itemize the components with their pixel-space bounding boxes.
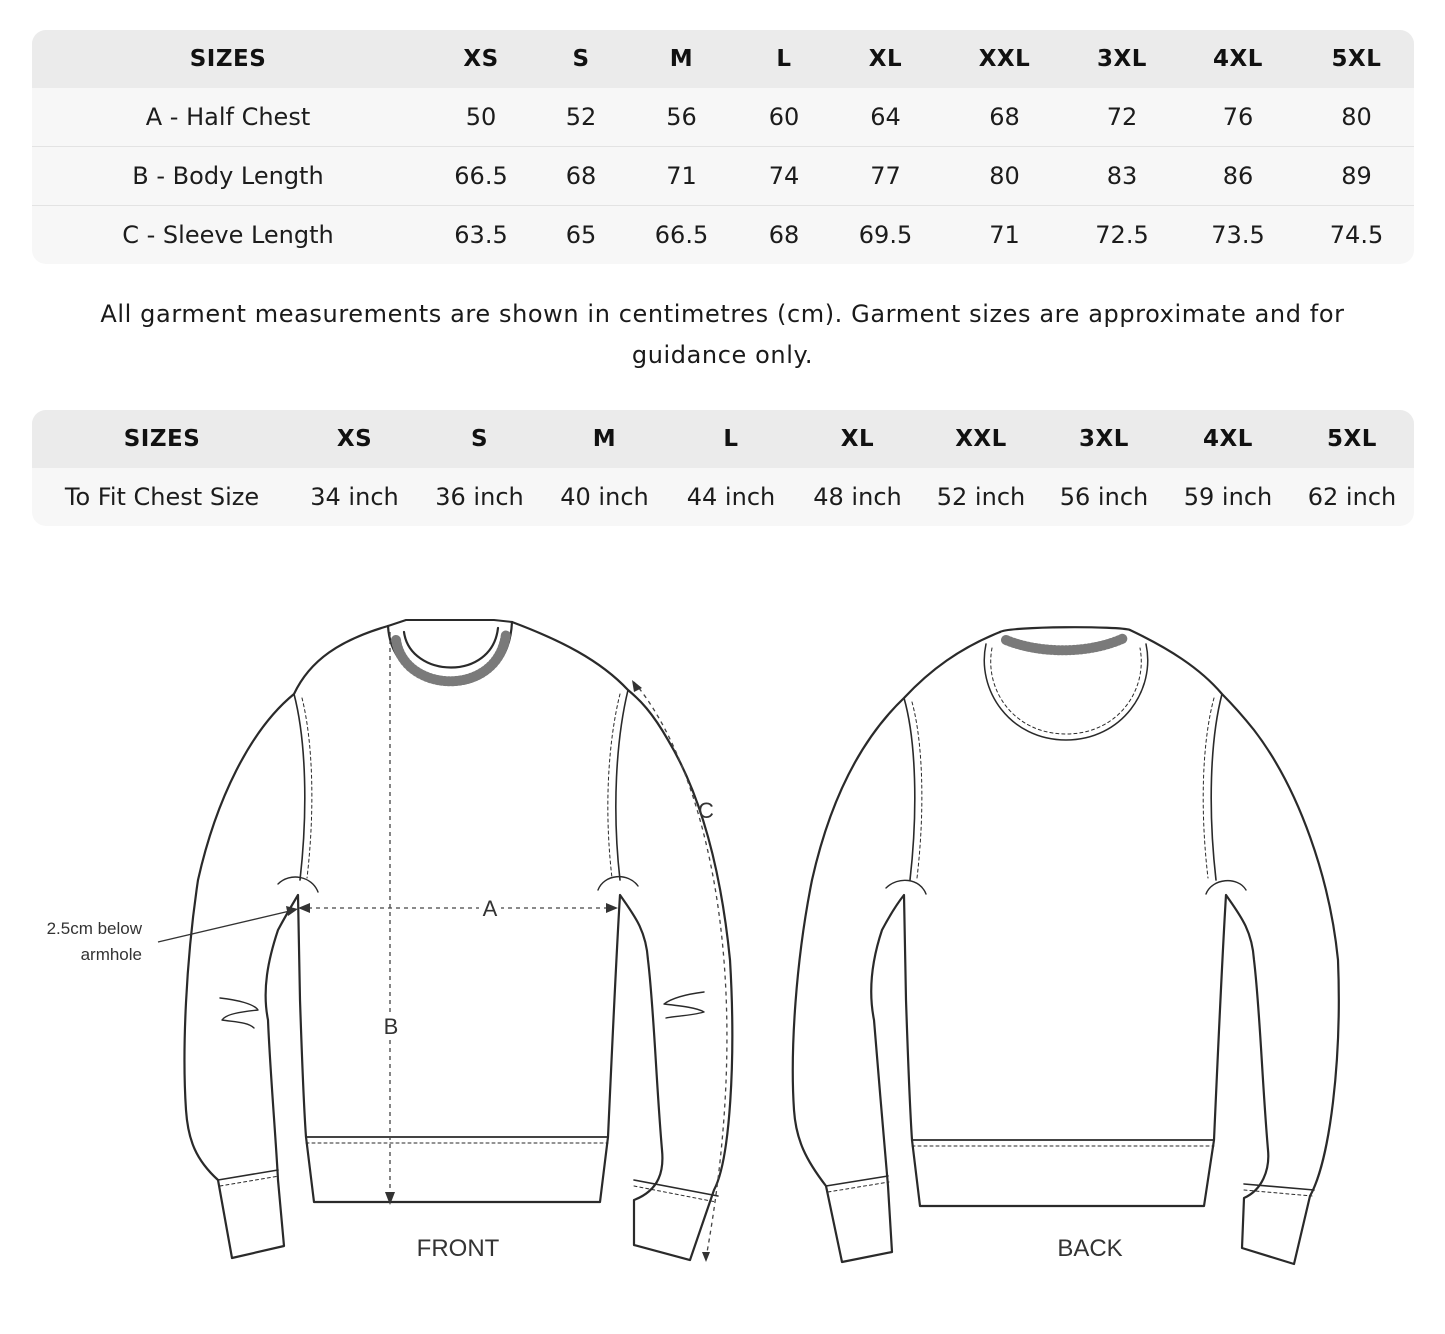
table-cell: 71 xyxy=(624,146,739,205)
header-cell: XL xyxy=(829,30,942,88)
a-arrow-left xyxy=(298,903,310,913)
table-cell: 44 inch xyxy=(686,483,776,511)
measurement-note: All garment measurements are shown in centimetres (cm). Garment sizes are approximate and for guidance only. xyxy=(100,300,1345,369)
header-cell: SIZES xyxy=(32,410,292,468)
table-cell: A - Half Chest xyxy=(145,103,311,131)
header-cell: 5XL xyxy=(1299,30,1414,88)
cm-size-table xyxy=(32,30,1414,264)
front-neck-inner xyxy=(404,628,498,668)
header-cell: L xyxy=(739,30,829,88)
diagram-labels xyxy=(47,798,1123,1262)
front-armhole-left xyxy=(294,694,305,880)
front-body-outline xyxy=(185,622,733,1260)
measurement-guides xyxy=(158,632,727,1262)
table-cell: 50 xyxy=(465,103,497,131)
table-cell: 68 xyxy=(989,103,1020,131)
front-armhole-right-stitch xyxy=(608,694,620,878)
table-cell: 71 xyxy=(942,205,1067,264)
armhole-note-line2: armhole xyxy=(80,945,142,964)
back-armhole-right xyxy=(1211,694,1222,880)
front-sweatshirt xyxy=(185,620,733,1260)
table-cell: 72.5 xyxy=(1067,205,1177,264)
table-cell: 69.5 xyxy=(829,205,942,264)
back-neck-seam xyxy=(984,644,1147,740)
armhole-note-line1: 2.5cm below xyxy=(46,919,142,938)
table-header-row xyxy=(32,30,1414,88)
table-cell: 66.5 xyxy=(424,146,538,205)
table-cell: 62 inch xyxy=(1307,483,1397,511)
table-cell: 36 inch xyxy=(435,483,524,511)
front-label: FRONT xyxy=(416,1235,500,1262)
table-row xyxy=(32,88,1414,146)
header-cell: 4XL xyxy=(1166,410,1290,468)
table-cell: 83 xyxy=(1067,146,1177,205)
table-cell: 40 inch xyxy=(560,483,649,511)
back-neck-rib xyxy=(1006,638,1124,650)
front-crease-right xyxy=(664,992,704,1018)
table-cell: B - Body Length xyxy=(32,146,424,205)
table-cell: 68 xyxy=(538,146,624,205)
back-armhole-left xyxy=(904,698,915,880)
header-cell: SIZES xyxy=(32,30,424,88)
table-cell: 86 xyxy=(1177,146,1299,205)
back-sweatshirt xyxy=(793,627,1339,1264)
header-cell: XXL xyxy=(942,30,1067,88)
header-cell: 4XL xyxy=(1177,30,1299,88)
table-cell: 76 xyxy=(1222,103,1254,131)
table-cell: 59 inch xyxy=(1183,483,1273,511)
front-underarm-right xyxy=(598,877,638,890)
front-armhole-right xyxy=(616,690,628,880)
table-cell: 89 xyxy=(1299,146,1414,205)
front-crease-left xyxy=(220,998,258,1028)
table-cell: 80 xyxy=(1341,103,1372,131)
table-cell: 56 xyxy=(666,103,697,131)
c-measure-line xyxy=(634,682,727,1258)
back-body-outline xyxy=(793,630,1339,1264)
a-arrow-right xyxy=(606,903,618,913)
header-cell: 5XL xyxy=(1290,410,1414,468)
header-cell: XS xyxy=(424,30,538,88)
table-cell: 52 inch xyxy=(936,483,1026,511)
table-cell: To Fit Chest Size xyxy=(64,483,260,511)
chest-fit-table xyxy=(32,410,1414,526)
table-row xyxy=(32,468,1414,526)
armhole-pointer-line xyxy=(158,910,294,942)
table-cell: 74.5 xyxy=(1299,205,1414,264)
label-c: C xyxy=(698,798,714,823)
header-cell: 3XL xyxy=(1067,30,1177,88)
table-cell: 63.5 xyxy=(424,205,538,264)
label-a: A xyxy=(482,896,498,921)
table-row xyxy=(32,146,1414,205)
back-armhole-right-stitch xyxy=(1203,698,1214,878)
back-neck-top xyxy=(1000,627,1130,632)
table-cell: 56 inch xyxy=(1059,483,1149,511)
table-cell: 80 xyxy=(942,146,1067,205)
back-underarm-left xyxy=(886,880,926,894)
front-cuff-left xyxy=(218,1170,278,1180)
table-cell: 65 xyxy=(538,205,624,264)
table-cell: 60 xyxy=(768,103,800,131)
table-cell: 74 xyxy=(739,146,829,205)
table-cell: C - Sleeve Length xyxy=(32,205,424,264)
back-cuff-right xyxy=(1244,1184,1314,1190)
table-cell: 72 xyxy=(1106,103,1138,131)
header-cell: S xyxy=(538,30,624,88)
table-cell: 68 xyxy=(739,205,829,264)
table-header-row xyxy=(32,410,1414,468)
table-cell: 77 xyxy=(829,146,942,205)
table-cell: 34 inch xyxy=(310,483,399,511)
header-cell: M xyxy=(542,410,667,468)
garment-diagram xyxy=(0,560,1445,1320)
front-underarm-left xyxy=(278,877,318,892)
table-cell: 48 inch xyxy=(813,483,902,511)
header-cell: L xyxy=(667,410,795,468)
back-label: BACK xyxy=(1057,1235,1123,1262)
table-cell: 52 xyxy=(565,103,597,131)
front-neck-outer xyxy=(388,622,512,685)
front-neck-top xyxy=(388,620,512,626)
back-underarm-right xyxy=(1206,881,1246,894)
header-cell: 3XL xyxy=(1042,410,1166,468)
table-cell: 64 xyxy=(870,103,901,131)
back-cuff-left xyxy=(826,1176,888,1186)
label-b: B xyxy=(383,1014,399,1039)
header-cell: XS xyxy=(292,410,417,468)
header-cell: M xyxy=(624,30,739,88)
armhole-pointer-head xyxy=(286,906,298,916)
table-cell: 66.5 xyxy=(624,205,739,264)
table-cell: 73.5 xyxy=(1177,205,1299,264)
table-row xyxy=(32,205,1414,264)
front-neck-rib xyxy=(396,634,506,681)
header-cell: XL xyxy=(795,410,920,468)
header-cell: S xyxy=(417,410,542,468)
c-arrow-bottom xyxy=(702,1252,710,1262)
header-cell: XXL xyxy=(920,410,1042,468)
